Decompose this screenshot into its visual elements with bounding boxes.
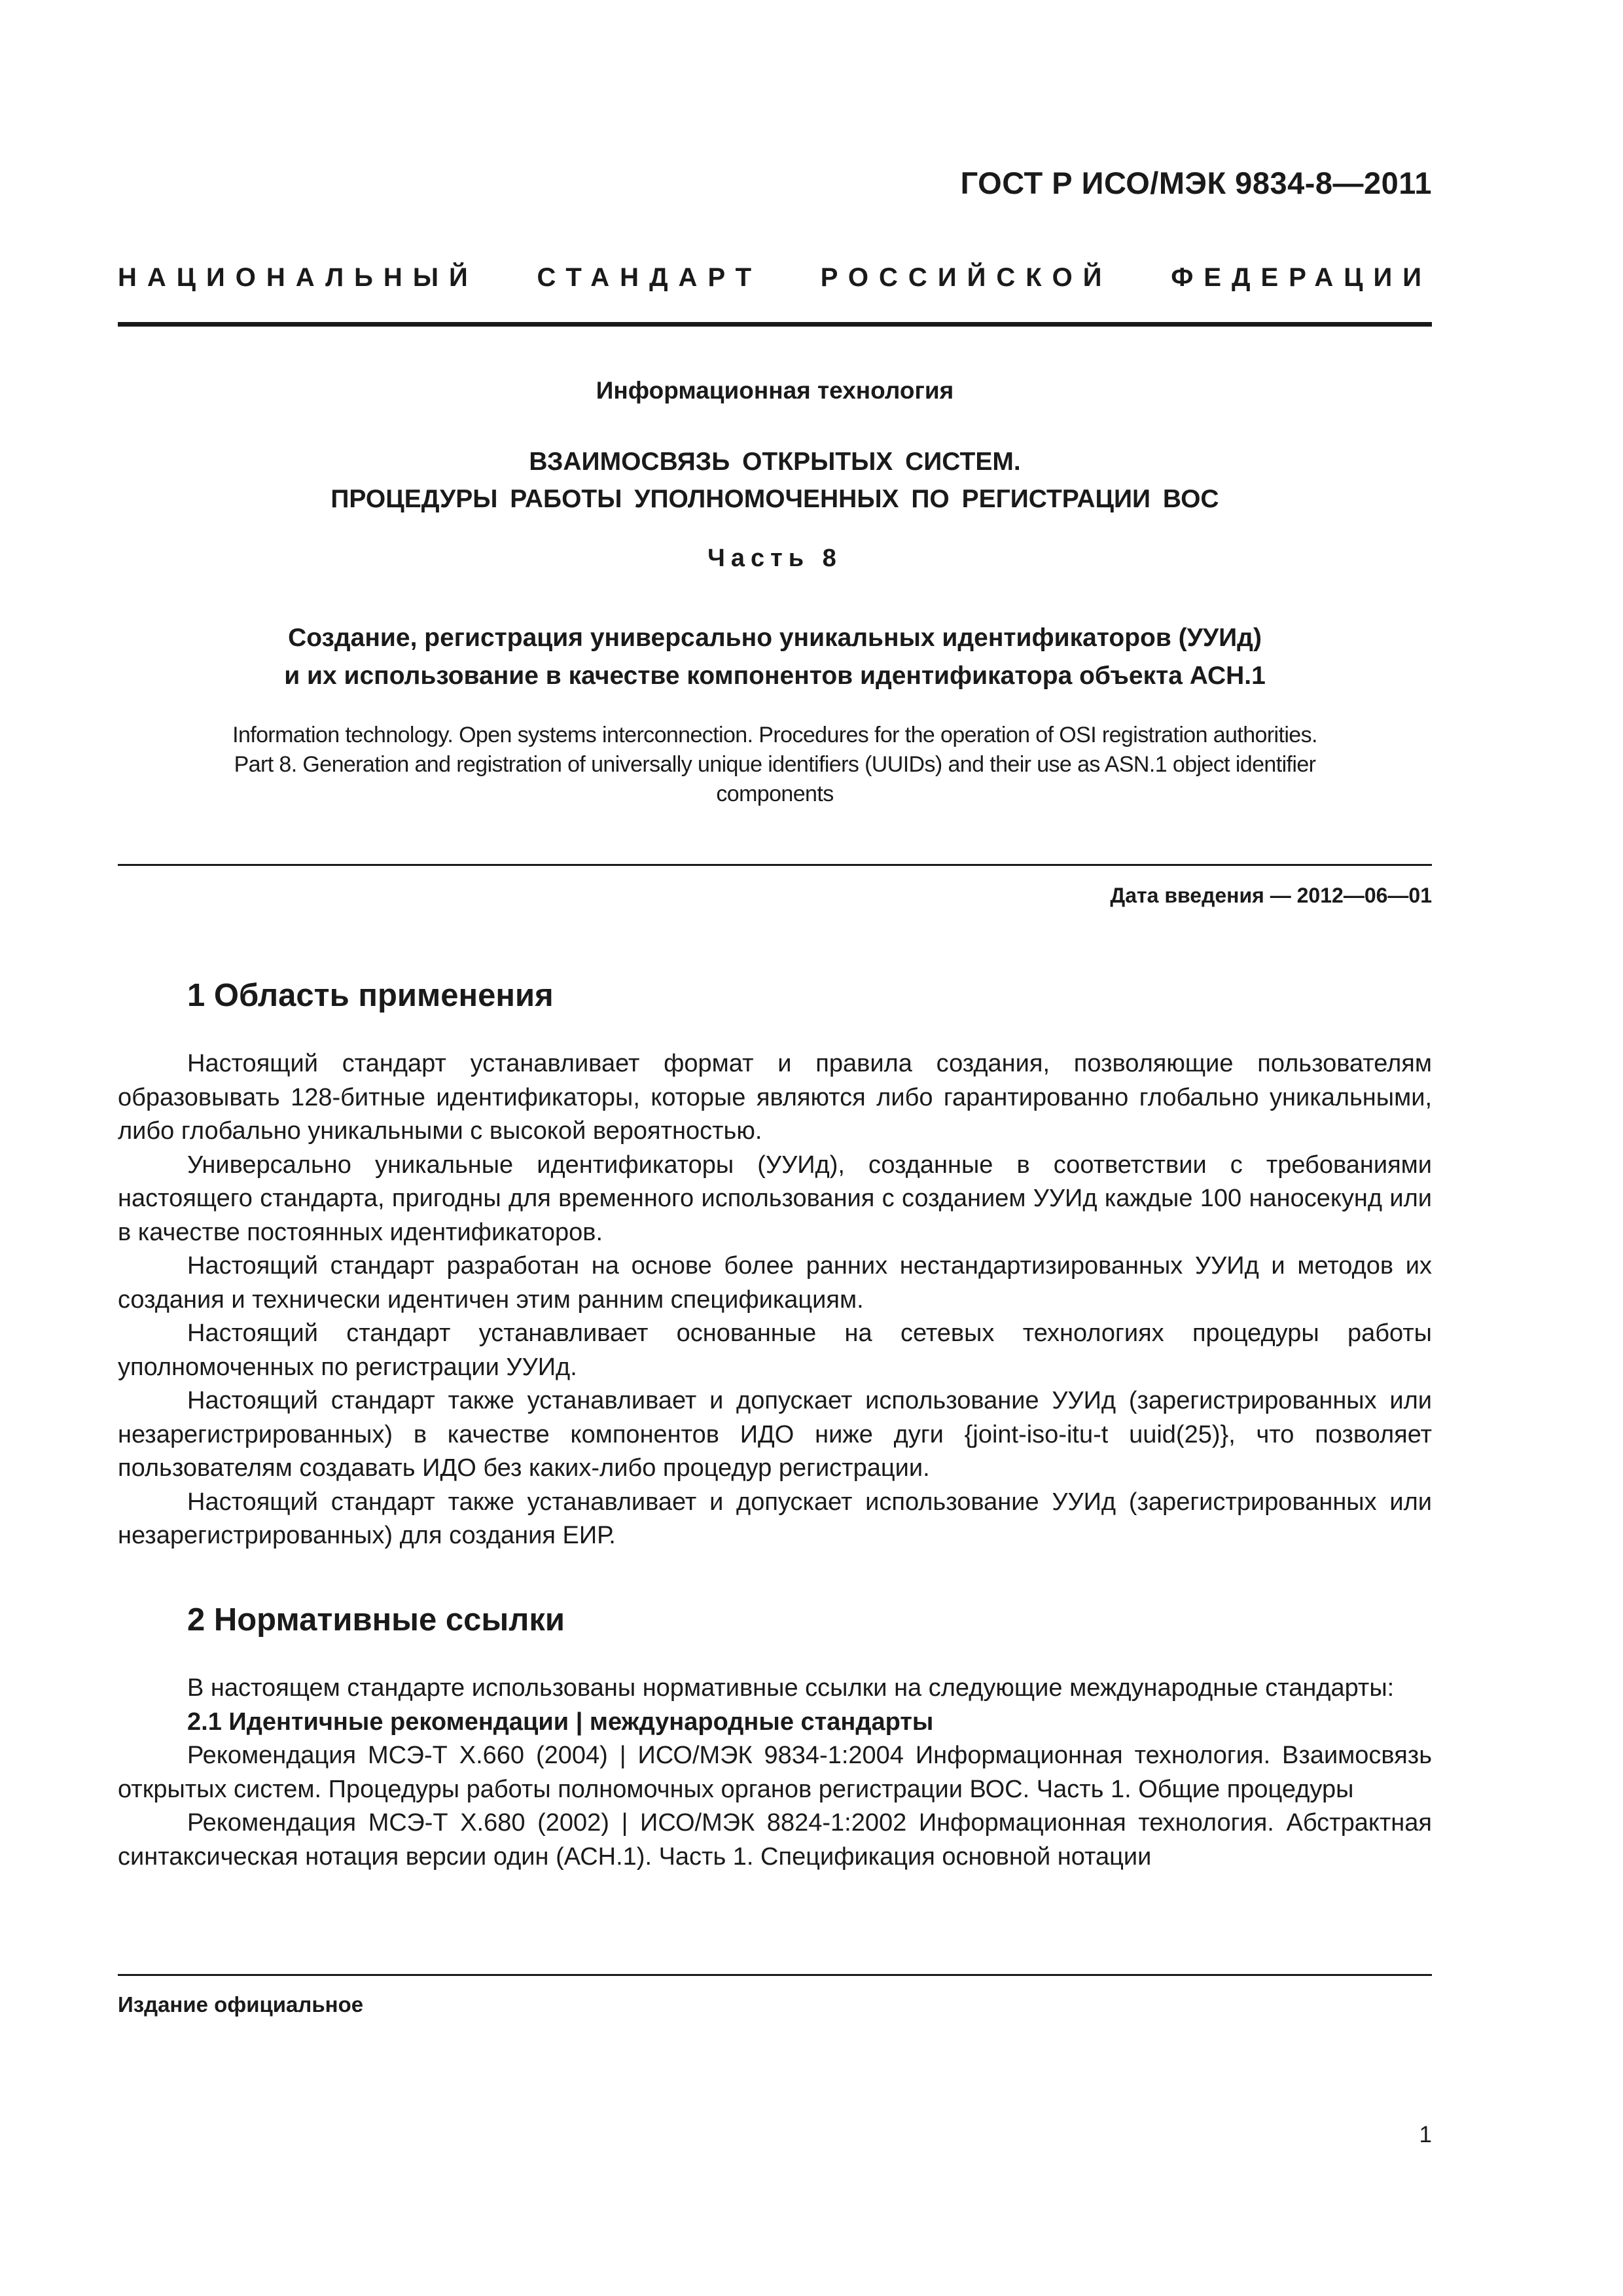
document-title bbox=[118, 443, 1432, 518]
paragraph: В настоящем стандарте использованы нормативные ссылки на следующие международные стандарты: bbox=[187, 1674, 1395, 1702]
section-heading: 2 Нормативные ссылки bbox=[187, 1602, 565, 1638]
introduction-date: Дата введения — 2012—06—01 bbox=[1110, 884, 1432, 907]
english-title bbox=[144, 721, 1406, 809]
paragraph: Настоящий стандарт также устанавливает и допускает использование УУИд (зарегистрированных или незарегистрированных) в качестве компонентов ИДО ниже дуги {joint-iso-itu-t uuid(25)}, что позволяет пользователям создавать ИДО без каких-либо процедур регистрации. bbox=[118, 1387, 1432, 1482]
paragraph: Настоящий стандарт также устанавливает и допускает использование УУИд (зарегистрированных или незарегистрированных) для создания ЕИР. bbox=[118, 1488, 1432, 1549]
title-divider bbox=[118, 864, 1432, 866]
paragraph: Настоящий стандарт устанавливает основанные на сетевых технологиях процедуры работы уполномоченных по регистрации УУИд. bbox=[118, 1319, 1432, 1381]
paragraph: Настоящий стандарт разработан на основе более ранних нестандартизированных УУИд и методов их создания и технически идентичен этим ранним спецификациям. bbox=[118, 1252, 1432, 1314]
section-body bbox=[118, 1672, 1432, 1874]
page-number: 1 bbox=[1419, 2122, 1432, 2147]
banner-word: ФЕДЕРАЦИИ bbox=[1171, 263, 1432, 292]
title-line: ПРОЦЕДУРЫ РАБОТЫ УПОЛНОМОЧЕННЫХ ПО РЕГИСТРАЦИИ ВОС bbox=[330, 485, 1219, 513]
subtitle-line: Создание, регистрация универсально уникальных идентификаторов (УУИд) bbox=[288, 624, 1262, 652]
edition-label: Издание официальное bbox=[118, 1992, 364, 2017]
banner-word: НАЦИОНАЛЬНЫЙ bbox=[118, 263, 478, 292]
national-standard-banner bbox=[118, 263, 1432, 293]
english-title-line: Part 8. Generation and registration of universally unique identifiers (UUIDs) and their use as ASN.1 object identifier bbox=[234, 752, 1316, 777]
title-line: ВЗАИМОСВЯЗЬ ОТКРЫТЫХ СИСТЕМ. bbox=[529, 448, 1021, 476]
reference-item: Рекомендация МСЭ-Т X.680 (2002) | ИСО/МЭК 8824-1:2002 Информационная технология. Абстрактная синтаксическая нотация версии один (АСН.1). Часть 1. Спецификация основной нотации bbox=[118, 1809, 1432, 1871]
paragraph: Универсально уникальные идентификаторы (УУИд), созданные в соответствии с требованиями настоящего стандарта, пригодны для временного использования с созданием УУИд каждые 100 наносекунд или в качестве постоянных идентификаторов. bbox=[118, 1151, 1432, 1246]
reference-item: Рекомендация МСЭ-Т X.660 (2004) | ИСО/МЭК 9834-1:2004 Информационная технология. Взаимосвязь открытых систем. Процедуры работы полномочных органов регистрации ВОС. Часть 1. Общие процедуры bbox=[118, 1742, 1432, 1803]
subsection-heading: 2.1 Идентичные рекомендации | международные стандарты bbox=[187, 1708, 934, 1736]
subject-line: Информационная технология bbox=[596, 377, 954, 404]
subtitle-line: и их использование в качестве компонентов идентификатора объекта АСН.1 bbox=[284, 662, 1266, 690]
english-title-line: Information technology. Open systems interconnection. Procedures for the operation of OSI registration authorities. bbox=[232, 723, 1317, 747]
banner-word: СТАНДАРТ bbox=[537, 263, 762, 292]
section-body bbox=[118, 1047, 1432, 1553]
banner-word: РОССИЙСКОЙ bbox=[820, 263, 1113, 292]
document-subtitle bbox=[118, 619, 1432, 695]
paragraph: Настоящий стандарт устанавливает формат и правила создания, позволяющие пользователям образовывать 128-битные идентификаторы, которые являются либо гарантированно глобально уникальными, либо глобально уникальными с высокой вероятностью. bbox=[118, 1050, 1432, 1145]
header-divider bbox=[118, 322, 1432, 327]
document-code: ГОСТ Р ИСО/МЭК 9834-8—2011 bbox=[960, 166, 1432, 200]
section-heading: 1 Область применения bbox=[187, 978, 554, 1013]
english-title-line: components bbox=[716, 781, 834, 806]
part-label: Часть 8 bbox=[707, 545, 842, 572]
footer-divider bbox=[118, 1974, 1432, 1976]
